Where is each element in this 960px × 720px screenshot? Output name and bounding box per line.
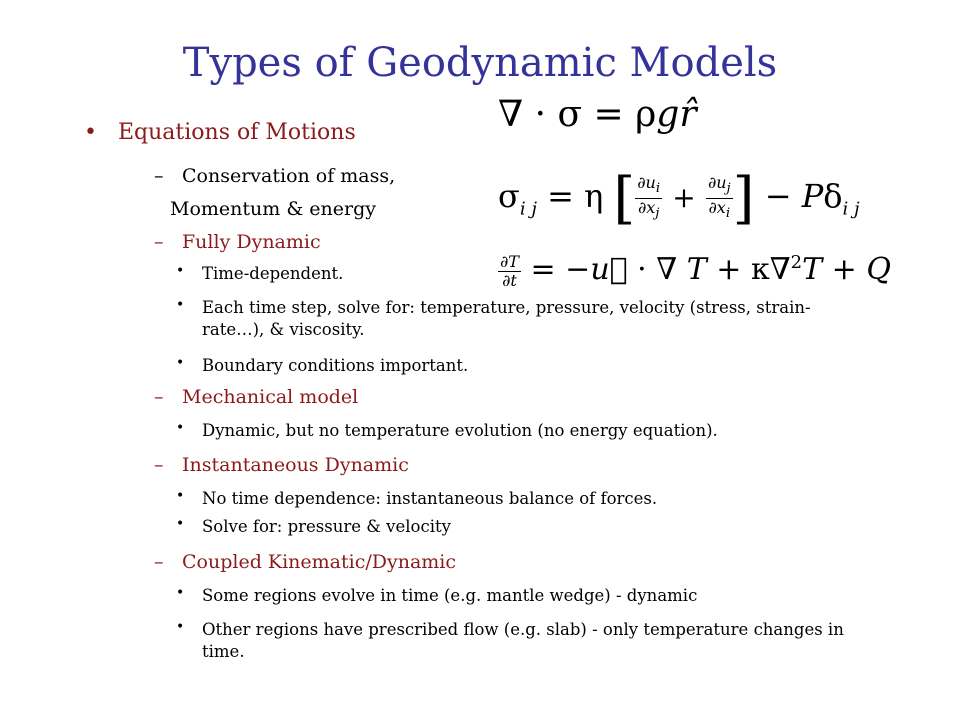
equation-energy: $\frac{\partial T}{\partial t}$ = −u⃗ · ∇ T + κ∇$^2$T + Q [500, 251, 891, 290]
list-item-text: Time-dependent. [202, 264, 344, 283]
list-item-text: Each time step, solve for: temperature, pressure, velocity (stress, strain-rate…), & viscosity. [202, 298, 811, 339]
main-bullet: • Equations of Motions [84, 120, 356, 145]
section-heading: Coupled Kinematic/Dynamic [182, 551, 457, 573]
list-item-text: Some regions evolve in time (e.g. mantle wedge) - dynamic [202, 586, 698, 605]
conservation-line2: Momentum & energy [170, 198, 376, 220]
list-item-text: Boundary conditions important. [202, 356, 469, 375]
main-bullet-text: Equations of Motions [118, 120, 356, 145]
equation-stress: $\sigma_{i j} = \eta$ [ $\frac{\partial u_i}{\partial x_j}$ + $\frac{\partial u_j}{\partial x_i}$ ] − $P\delta_{i j}$ [498, 166, 860, 231]
list-item-text: Dynamic, but no temperature evolution (no energy equation). [202, 421, 718, 440]
list-item-text: Solve for: pressure & velocity [202, 517, 451, 536]
slide: Types of Geodynamic Models ∇ · σ = ρgr̂ $\sigma_{i j} = \eta$ [ $\frac{\partial u_i}{\partial x_j}$ + $\frac{\partial u_j}{\partial x_i}$ ] − $P\delta_{i j}$ $\frac{\partial T}{\partial t}$ = −u⃗ · ∇ T + κ∇$^2$T + Q • Equations of Motions – Conservation of mass, Momentum & energy – Fully Dynamic • Time-dependent. • Each time step, solve for: temperature, pressure, velocity (stress, strain-rate…), & viscosity. • Boundary conditions important. – Mechanical model • Dynamic, but no temperature evolution (no energy equation). – Instantaneous Dynamic • No time dependence: instantaneous balance of forces. • Solve for: pressure & velocity – Coupled Kinematic/Dynamic • Some regions evolve in time (e.g. mantle wedge) - dynamic • Other regions have prescribed flow (e.g. slab) - only temperature changes in time. [0, 0, 960, 720]
equation-momentum: ∇ · σ = ρgr̂ [498, 94, 697, 135]
list-item-text: Other regions have prescribed flow (e.g. slab) - only temperature changes in time. [202, 620, 844, 661]
slide-title: Types of Geodynamic Models [182, 40, 778, 86]
conservation-line1: Conservation of mass, [182, 165, 396, 187]
list-item-text: No time dependence: instantaneous balance of forces. [202, 489, 658, 508]
section-heading: Instantaneous Dynamic [182, 454, 409, 476]
section-heading: Fully Dynamic [182, 231, 321, 253]
section-heading: Mechanical model [182, 386, 359, 408]
